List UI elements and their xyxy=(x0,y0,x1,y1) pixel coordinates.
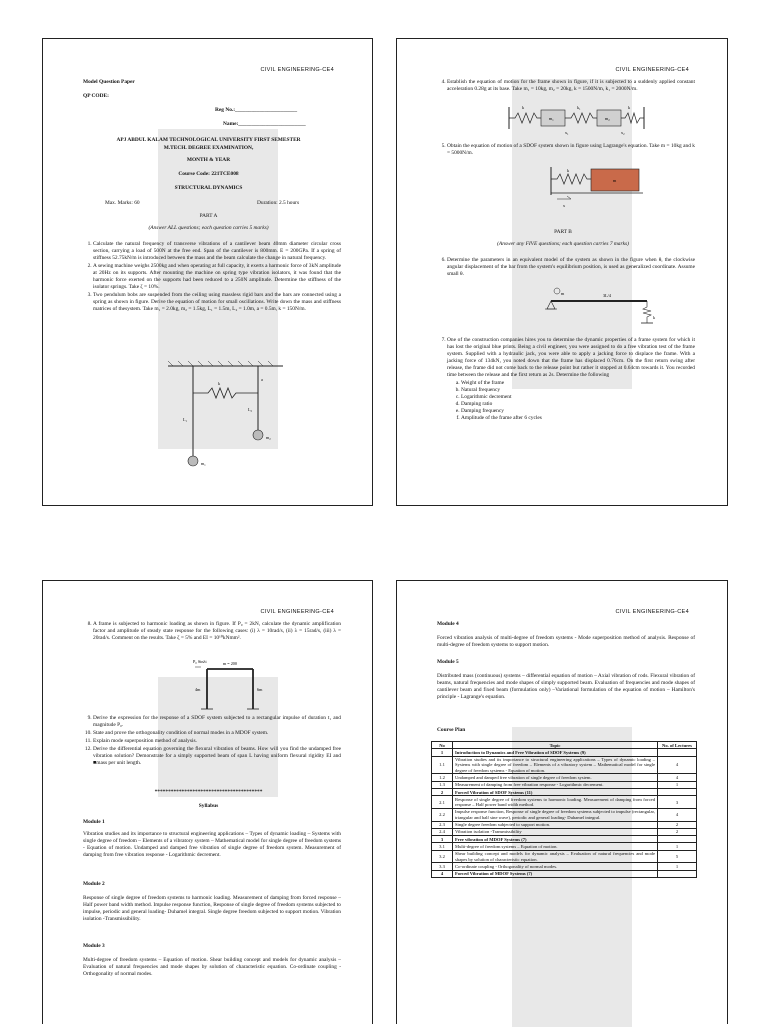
fig-label-k: k xyxy=(567,168,570,173)
question-3: 3. Two pendulum bobs are suspended from the ceiling using massless rigid bars and the bars are connected using a spring as shown in figure. Derive the equation of motion for small oscillations. Write down the mass and stiffness matrices of thesystem. Take m₁ = 2.0kg, m₂ = 1.5kg, L₁ = 1.5m, L₂ = 1.0m, a = 0.5m, k = 150N/m. xyxy=(93,292,341,313)
bar-figure xyxy=(543,283,656,333)
table-cell-lec: 1 xyxy=(658,843,697,850)
table-cell-lec: 4 xyxy=(658,756,697,774)
fig-label-a: a xyxy=(261,377,263,382)
table-cell-no: 3.3 xyxy=(432,863,453,870)
table-cell-lec: 4 xyxy=(658,774,697,781)
module-5-text: Distributed mass (continuous) systems – differential equation of motion – Axial vibration of rods. Flexural vibration of beams, natural frequencies and mode shapes of simply supported beam. Evaluation of frequencies and mode shapes of cantilever beam and fixed beam (formulation only) –Variational formulation of the equation of motion – Hamilton's principle - Lagrange's equation. xyxy=(437,673,695,700)
fig-label-m: m xyxy=(613,178,617,183)
page-2 xyxy=(396,38,728,506)
fig-label-k-right: k xyxy=(628,105,631,110)
fig-label-height: 4m xyxy=(195,687,201,692)
table-cell-no: 2.4 xyxy=(432,828,453,835)
module-4-text: Forced vibration analysis of multi-degree of freedom systems - Mode superposition method of analysis. Response of multi-degree of freedom systems to support motion. xyxy=(437,635,695,648)
questions-9-12 xyxy=(83,715,341,768)
fig-label-m1: m₁ xyxy=(549,116,554,121)
table-cell-lec: 2 xyxy=(658,828,697,835)
question-10: 10. State and prove the orthogonality condition of normal modes in a MDOF system. xyxy=(93,730,341,737)
table-row xyxy=(432,850,697,863)
qp-code-label: QP CODE: xyxy=(83,93,109,99)
table-cell-no: 1.1 xyxy=(432,756,453,774)
part-a-note: (Answer ALL questions; each question carries 5 marks) xyxy=(148,225,269,231)
module-3-text: Multi-degree of freedom systems – Equation of motion. Shear building concept and models for dynamic analysis –Evaluation of natural frequencies and mode shapes by solution of characteristic equation. Co-ordinate coupling - Orthogonality of normal modes. xyxy=(83,957,341,977)
q7-item-f: f. Amplitude of the frame after 6 cycles xyxy=(461,415,695,422)
table-cell-no: 1.3 xyxy=(432,781,453,788)
fig-label-m2: m₂ xyxy=(605,116,610,121)
course-name: STRUCTURAL DYNAMICS xyxy=(174,185,243,191)
table-cell-lec: 4 xyxy=(658,808,697,821)
table-cell-no: 3 xyxy=(432,836,453,843)
q7-item-b: b. Natural frequency xyxy=(461,387,695,394)
fig-label-mass: m = 200 xyxy=(223,661,237,666)
question-5: 5. Obtain the equation of motion of a SDOF system shown in figure using Lagrange's equation. Take m = 10kg and k = 5000N/m. xyxy=(437,143,695,158)
table-cell-lec xyxy=(658,870,697,877)
question-8: 8. A frame is subjected to harmonic loading as shown in figure. If P₀ = 2kN, calculate the dynamic amplification factor and amplitude of steady state response for the following cases: (i) λ = 10rad/s, (ii) λ = 15rad/s, (iii) λ = 20rad/s. Comment on the results. Take ζ = 5% and EI = 10¹⁰kNmm². xyxy=(83,621,341,643)
syllabus-title: Syllabus xyxy=(198,803,219,809)
module-2-text: Response of single degree of freedom systems to harmonic loading. Measurement of damping from forced response – Half power band width method. Impulse response function, Response of single degree of freedom systems subjected to impulse, periodic and general loading- Duhamel integral. Single degree freedom subjected to support motion. Vibration isolation -Transmissibility. xyxy=(83,895,341,922)
frame-figure xyxy=(193,657,273,717)
table-row xyxy=(432,863,697,870)
table-cell-lec: 1 xyxy=(658,781,697,788)
sdof-spring-figure xyxy=(547,165,647,215)
table-cell-topic: Undamped and damped free vibration of single degree of freedom system. xyxy=(453,774,658,781)
module-1-title: Module 1 xyxy=(83,819,105,825)
table-row xyxy=(432,756,697,774)
fig-label-m: m xyxy=(561,291,565,296)
table-row xyxy=(432,781,697,788)
fig-label-l2: L₂ xyxy=(248,407,253,412)
table-cell-topic: Measurement of damping from free vibration response - Logarithmic decrement. xyxy=(453,781,658,788)
table-row xyxy=(432,843,697,850)
page-3 xyxy=(42,580,373,1024)
table-header-topic: Topic xyxy=(453,742,658,749)
table-row xyxy=(432,749,697,756)
module-2-title: Module 2 xyxy=(83,881,105,887)
fig-label-k-left: k xyxy=(522,105,525,110)
table-cell-lec: 3 xyxy=(658,796,697,809)
question-6: 6. Determine the parameters in an equivalent model of the system as shown in the figure when θ, the clockwise angular displacement of the bar from the system's equilibrium position, is used as generalized coordinate. Assume small θ. xyxy=(437,257,695,279)
course-plan-title: Course Plan xyxy=(437,727,466,733)
question-11: 11. Explain mode superposition method of analysis. xyxy=(93,738,341,745)
q7-item-a: a. Weight of the frame xyxy=(461,380,695,387)
question-4: 4. Establish the equation of motion for the frame shown in figure, if it is subjected to a suddenly applied constant acceleration 0.28g at its base. Take m₁ = 10kg, m₂ = 20kg, k = 1500N/m, k₁ = 2000N/m. xyxy=(437,79,695,94)
stars-divider: **************************************** xyxy=(154,789,263,795)
table-cell-topic: Vibration studies and its importance to structural engineering applications – Types of dynamic loading – Systems with single degree of freedom – Elements of a vibratory system – Mathematical model for single degree of freedom systems - Equation of motion. xyxy=(453,756,658,774)
table-cell-topic: Response of single degree of freedom systems to harmonic loading. Measurement of damping from forced response – Half power band width method. xyxy=(453,796,658,809)
table-cell-topic: Forced Vibration of MDOF Systems (7) xyxy=(453,870,658,877)
table-cell-no: 2.3 xyxy=(432,821,453,828)
table-cell-lec xyxy=(658,749,697,756)
header-tag: CIVIL ENGINEERING-CE4 xyxy=(615,67,689,73)
fig-label-l1: L₁ xyxy=(183,417,188,422)
fig-label-m2: m₂ xyxy=(266,435,271,440)
max-marks: Max. Marks: 60 xyxy=(105,200,140,206)
module-1-text: Vibration studies and its importance to structural engineering applications – Types of dynamic loading – Systems with single degree of freedom – Elements of a vibratory system – Mathematical model for single degree of freedom systems - Equation of motion. Undamped and damped free vibration of single degree of freedom system. Measurement of damping from free vibration response - Logarithmic decrement. xyxy=(83,831,341,858)
table-cell-lec: 5 xyxy=(658,850,697,863)
table-cell-no: 3.2 xyxy=(432,850,453,863)
table-row xyxy=(432,870,697,877)
header-tag: CIVIL ENGINEERING-CE4 xyxy=(260,67,334,73)
q7-item-d: d. Damping ratio xyxy=(461,401,695,408)
question-2: 2. A sewing machine weighs 2500kg and when operating at full capacity, it exerts a harmonic force of 3kN amplitude at 20Hz on its supports. After mounting the machine on spring type vibration isolators, it was found that the harmonic force exerted on the supports had been reduced to a 250N amplitude. Determine the stiffness of the isolator springs. Take ζ = 10%. xyxy=(93,263,341,291)
table-header-lectures: No. of Lectures xyxy=(658,742,697,749)
table-row xyxy=(432,774,697,781)
module-5-title: Module 5 xyxy=(437,659,459,665)
table-cell-topic: Shear building concept and models for dynamic analysis – Evaluation of natural frequencies and mode shapes by solution of characteristic equation. xyxy=(453,850,658,863)
fig-label-k1: k₁ xyxy=(577,105,581,110)
table-cell-no: 2.2 xyxy=(432,808,453,821)
fig-label-length: 3L/4 xyxy=(603,293,611,298)
module-4-title: Module 4 xyxy=(437,621,459,627)
reg-no-field: Reg No.:_______________________ xyxy=(215,107,298,113)
two-mass-spring-figure xyxy=(507,103,647,137)
table-cell-no: 1 xyxy=(432,749,453,756)
question-7: 7. One of the construction companies hires you to determine the dynamic properties of a frame system for which it has lost the original blue prints. Being a civil engineer, you were assigned to do a free vibration test of the frame system. Supplied with a hydraulic jack, you were able to apply a jacking force to displace the frame. With a jacking force of 134kN, you noted down that the frame has displaced 0.76cm. On the first return swing after release, the frame did not come back to the release point but rather it stopped at 0.64cm towards it. You recorded time between the release and the first return as 2s. Determine the following a. Weight of the frame b. Natural frequency c. Logarithmic decrement d. Damping ratio e. Damping frequency f. Amplitude of the frame after 6 cycles xyxy=(437,337,695,422)
table-cell-topic: Impulse response function, Response of single degree of freedom systems subjected to impulse (rectangular, triangular and half sine wave), periodic and general loading- Duhamel integral. xyxy=(453,808,658,821)
table-row xyxy=(432,789,697,796)
q7-item-c: c. Logarithmic decrement xyxy=(461,394,695,401)
table-cell-lec: 1 xyxy=(658,863,697,870)
table-cell-no: 2.1 xyxy=(432,796,453,809)
table-header-no: No xyxy=(432,742,453,749)
table-cell-no: 2 xyxy=(432,789,453,796)
table-row xyxy=(432,828,697,835)
exam-title: M.TECH. DEGREE EXAMINATION, xyxy=(163,145,254,151)
part-b-title: PART B xyxy=(554,229,572,235)
fig-label-k: k xyxy=(653,315,656,320)
fig-label-x: x xyxy=(563,203,566,208)
module-3-title: Module 3 xyxy=(83,943,105,949)
table-cell-topic: Free vibration of MDOF Systems (7) xyxy=(453,836,658,843)
table-cell-topic: Single degree freedom subjected to support motion. xyxy=(453,821,658,828)
part-a-title: PART A xyxy=(199,213,218,219)
course-code: Course Code: 221TCE008 xyxy=(178,171,239,177)
question-1: 1. Calculate the natural frequency of transverse vibrations of a cantilever beam 40mm diameter circular cross section, carrying a load of 500N at the free end. Span of the cantilever is 800mm. E = 200GPa. If a spring of stiffness 52.75kN/m is introduced between the mass and the beam calculate the change in natural frequency. xyxy=(93,241,341,262)
duration: Duration: 2.5 hours xyxy=(257,200,300,206)
question-12: 12. Derive the differential equation governing the flexural vibration of beams. How will you find the undamped free vibration solution? Demonstrate for a simply supported beam of span L having uniform flexural rigidity EI and ■mass per unit length. xyxy=(93,746,341,767)
table-cell-no: 1.2 xyxy=(432,774,453,781)
fig-label-width: 6m xyxy=(257,687,263,692)
page-1 xyxy=(42,38,373,506)
table-cell-no: 3.1 xyxy=(432,843,453,850)
header-tag: CIVIL ENGINEERING-CE4 xyxy=(260,609,334,615)
part-a-questions xyxy=(83,241,341,314)
fig-label-x1: x₁ xyxy=(565,130,569,135)
table-cell-lec: 2 xyxy=(658,821,697,828)
name-field: Name:_________________________ xyxy=(223,121,306,127)
part-b-note: (Answer any FIVE questions; each question carries 7 marks) xyxy=(497,241,629,247)
table-cell-topic: Multi-degree of freedom systems – Equation of motion. xyxy=(453,843,658,850)
table-cell-no: 4 xyxy=(432,870,453,877)
table-cell-lec xyxy=(658,836,697,843)
university-title: APJ ABDUL KALAM TECHNOLOGICAL UNIVERSITY FIRST SEMESTER xyxy=(116,137,301,143)
table-row xyxy=(432,796,697,809)
table-cell-topic: Co-ordinate coupling - Orthogonality of normal modes. xyxy=(453,863,658,870)
table-cell-topic: Vibration isolation -Transmissibility xyxy=(453,828,658,835)
header-tag: CIVIL ENGINEERING-CE4 xyxy=(615,609,689,615)
q7-item-e: e. Damping frequency xyxy=(461,408,695,415)
table-cell-topic: Forced Vibration of SDOF Systems (11) xyxy=(453,789,658,796)
page-4 xyxy=(396,580,728,1024)
fig-label-x2: x₂ xyxy=(621,130,625,135)
table-row xyxy=(432,836,697,843)
fig-label-load: P₀ Sinλt xyxy=(193,659,207,664)
fig-label-m1: m₁ xyxy=(201,461,206,466)
pendulum-figure xyxy=(163,361,293,471)
table-row xyxy=(432,808,697,821)
table-cell-topic: Introduction to Dynamics and Free Vibration of SDOF Systems (9) xyxy=(453,749,658,756)
fig-label-k: k xyxy=(218,381,221,386)
table-cell-lec xyxy=(658,789,697,796)
question-9: 9. Derive the expression for the response of a SDOF system subjected to a rectangular impulse of duration t₁ and magnitude P₀. xyxy=(93,715,341,729)
model-qp-label: Model Question Paper xyxy=(83,79,135,85)
course-plan-table xyxy=(431,741,697,878)
table-row xyxy=(432,821,697,828)
month-year: MONTH & YEAR xyxy=(186,157,231,163)
